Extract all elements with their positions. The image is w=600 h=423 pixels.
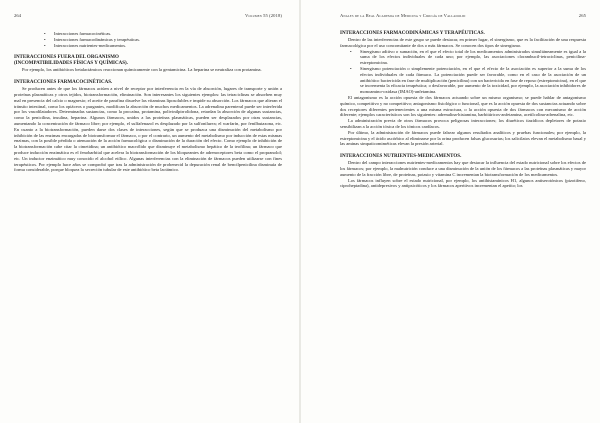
list-item: • Sinergismo aditivo o sumación, en el que el efecto total de los medicamentos administrados simultáneamente es igual a la suma de los efectos individuales de cada uno; por ejemplo, las asociaciones clorambucil-tetraciclinas, penicilina-estreptomicina.: [354, 49, 586, 66]
paragraph: Dentro del campo interacciones nutrientes-medicamentos hay que destacar la influencia del estado nutricional sobre los efectos de los fármacos; por ejemplo, la malnutrición conduce a una disminución de la unión de los fármacos a las proteínas plasmáticas y mayor aumento de la fracción libre, de proteínas, potasio y vitamina C incrementan la biotransformación de los medicamentos.: [340, 160, 586, 177]
left-page-header: [14, 13, 282, 18]
section-heading: INTERACCIONES FARMACOCINÉTICAS.: [14, 80, 113, 86]
page-number: 264: [14, 13, 22, 18]
right-page: [300, 0, 600, 423]
right-page-body: [340, 31, 586, 189]
left-page-body: [14, 31, 282, 173]
paragraph: Dentro de las interferencias de este grupo se puede destacar, en primer lugar, el sinergismo, que es la facilitación de una respuesta farmacológica por el uso concomitante de dos o más fármacos. Se conocen dos tipos de sinergismo.: [340, 37, 586, 48]
list-item: • Interacciones farmacodinámicas y terapéuticas.: [48, 37, 282, 43]
paragraph: Por ejemplo, los antibióticos betalactámicos reaccionan químicamente con la gentamicina. La heparina se neutraliza con protamina.: [22, 67, 262, 73]
paragraph: Los fármacos influyen sobre el estado nutricional, por ejemplo, los antihistamínicos H1, algunos antiserotónicos (pizotifeno, ciproheptadina), antidepresivos y antipsicóticos y los fármacos aperitivos incrementan el apetito; los: [340, 177, 586, 189]
volume-label: Volumen 55 (2018): [245, 13, 282, 18]
right-page-header: [340, 13, 586, 18]
page-number: 265: [578, 13, 586, 18]
section-heading: (INCOMPATIBILIDADES FÍSICAS Y QUÍMICAS).: [14, 61, 128, 67]
synergism-bullet-list: [340, 49, 586, 95]
section-heading: INTERACCIONES FUERA DEL ORGANISMO: [14, 55, 119, 61]
intro-bullet-list: [14, 31, 282, 48]
section-heading: INTERACCIONES NUTRIENTES-MEDICAMENTOS.: [340, 154, 462, 160]
list-item: • Interacciones farmacocinéticas.: [48, 31, 282, 37]
paragraph: Se producen antes de que los fármacos actúen a nivel de receptor por interferencia en la vía de absorción, lugares de transporte y unión a proteínas plasmáticas y otros tejidos, biotransformación, eliminación. Son interesantes los siguientes ejemplos: las tetraciclinas se absorben muy mal en presencia del calcio o magnesio; el aceite de parafina disuelve las vitaminas liposolubles e impide su absorción. Los fármacos que alteran el tránsito intestinal, como los opiáceos o purgantes, modifican la absorción de muchos medicamentos. La adrenalina parenteral puede ser interferida por los vasodilatadores. Determinadas sustancias, como la procaína, protamina, polivinilpirrolidona, retardan la absorción de algunas sustancias, como la penicilina, insulina, heparina. Algunos fármacos, unidos a las proteínas plasmáticas, pueden ser desplazados por otras sustancias, aumentando la concentración de fármaco libre; por ejemplo, el sulfafenazol es desplazado por la sulfonilurea; el warfarín, por fenilbutazona, etc. En cuanto a la biotransformación, pueden darse dos clases de interacciones, según que se produzca una disminución del metabolismo por inhibición de las enzimas encargadas de biotransformar el fármaco, o por el contrario, un aumento del metabolismo por inducción de estas mismas enzimas, con la posible pérdida o atenuación de la acción farmacológica o disminución de la duración del efecto. Como ejemplo de inhibición de la biotransformación cabe citar la cimetidina; un antibiótico macrólido que disminuye el metabolismo hepático de la teofilina; un fármaco que produce inducción enzimática es el fenobarbital que acelera la biotransformación de los bloqueantes de adrenoceptores beta como el propranolol; etc. Un inductor enzimático muy conocido el alcohol etílico. Algunas interferencias con la eliminación de fármacos pueden utilizarse con fines terapéuticos. Por ejemplo hace años se comprobó que tras la administración de probenecid la depuración renal de bencilpenicilina disminuía de forma considerable, porque bloquea la secreción tubular de este antibiótico beta lactámico.: [14, 86, 282, 173]
list-item: • Interacciones nutrientes-medicamentos.: [48, 43, 282, 49]
paragraph: Por último, la administración de fármacos puede falsear algunos resultados analíticos y pruebas funcionales; por ejemplo, la estreptomicina y el ácido ascórbico al eliminarse por la orina producen falsas glucosurias; los salicilatos elevan el metabolismo basal y las aminas simpaticomiméticas elevan la presión arterial.: [340, 129, 586, 147]
list-item: • Sinergismo potenciación o simplemente potenciación, en el que el efecto de la asociación es superior a la suma de los efectos individuales de cada fármaco. La potenciación puede ser favorable, como en el caso de la asociación de un antibiótico bactericida en fase de multiplicación (penicilina) con un bactericida en fase de reposo (estreptomicina), en el que se incrementa la eficacia terapéutica; o desfavorable, por aumento de la toxicidad, por ejemplo, la asociación inhibidores de monoamino-oxidasa (IMAO)-anfetamina.: [354, 66, 586, 95]
paragraph: El antagonismo es la acción opuesta de dos fármacos actuando sobre un mismo organismo; se puede hablar de antagonismo químico, competitivo y no competitivo; antagonismo fisiológico o funcional, que es la acción opuesta de dos sustancias actuando sobre dos receptores diferentes pertenecientes a una misma estructura, o la acción opuesta de dos fármacos con mecanismo de acción diferente; ejemplos característicos son los siguientes: adrenalina-histamina, barbitúricos-anfetamina, acetilcolina-adrenalina, etc.: [340, 94, 586, 118]
section-heading: INTERACCIONES FARMACODINÁMICAS Y TERAPÉUTICAS.: [340, 31, 485, 36]
paragraph: La administración previa de otros fármacos provoca peligrosas interacciones; los diuréticos tiazídicos depletores de potasio sensibilizan a la acción tóxica de los tónicos cardíacos.: [340, 118, 586, 129]
running-title: Anales de la Real Academia de Medicina y Cirugía de Valladolid: [340, 13, 466, 18]
